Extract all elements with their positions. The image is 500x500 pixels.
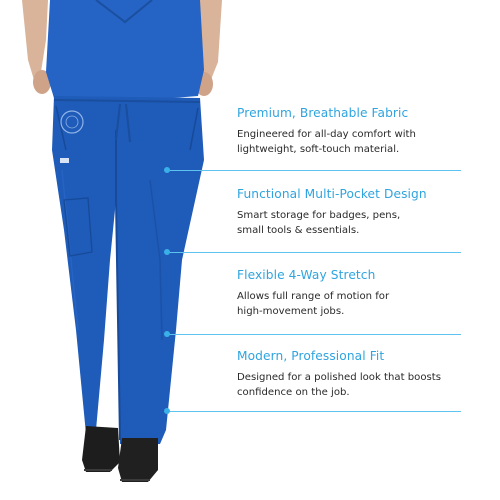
left-shoe — [82, 426, 120, 472]
feature-description-line: lightweight, soft-touch material. — [237, 143, 400, 155]
feature-title: Functional Multi-Pocket Design — [237, 187, 427, 201]
feature-title: Premium, Breathable Fabric — [237, 106, 409, 120]
connector-dot — [164, 408, 170, 414]
feature-stretch — [237, 268, 487, 319]
scrub-top — [46, 0, 204, 102]
feature-description-line: Smart storage for badges, pens, — [237, 210, 401, 221]
feature-description-line: small tools & essentials. — [237, 224, 360, 236]
feature-description-line: Designed for a polished look that boosts — [237, 372, 441, 383]
feature-fit — [237, 349, 487, 400]
feature-description-line: high-movement jobs. — [237, 305, 345, 317]
feature-description-line: Allows full range of motion for — [237, 291, 390, 302]
feature-pockets — [237, 187, 487, 238]
left-arm — [22, 0, 48, 80]
feature-title: Modern, Professional Fit — [237, 349, 385, 363]
feature-title: Flexible 4-Way Stretch — [237, 268, 376, 282]
feature-description — [237, 371, 457, 400]
connector-dot — [164, 167, 170, 173]
scrub-pants-model-image — [0, 0, 240, 500]
connector-line — [167, 252, 461, 253]
connector-dot — [164, 331, 170, 337]
scrub-pants — [52, 96, 204, 444]
feature-fabric — [237, 106, 487, 157]
feature-description-line: confidence on the job. — [237, 386, 350, 398]
right-shoe — [118, 438, 158, 482]
side-tag — [60, 158, 69, 163]
connector-line — [167, 411, 461, 412]
connector-line — [167, 334, 461, 335]
connector-line — [167, 170, 461, 171]
feature-description — [237, 128, 457, 157]
feature-description-line: Engineered for all-day comfort with — [237, 129, 416, 140]
connector-dot — [164, 249, 170, 255]
feature-description — [237, 290, 457, 319]
feature-description — [237, 209, 457, 238]
